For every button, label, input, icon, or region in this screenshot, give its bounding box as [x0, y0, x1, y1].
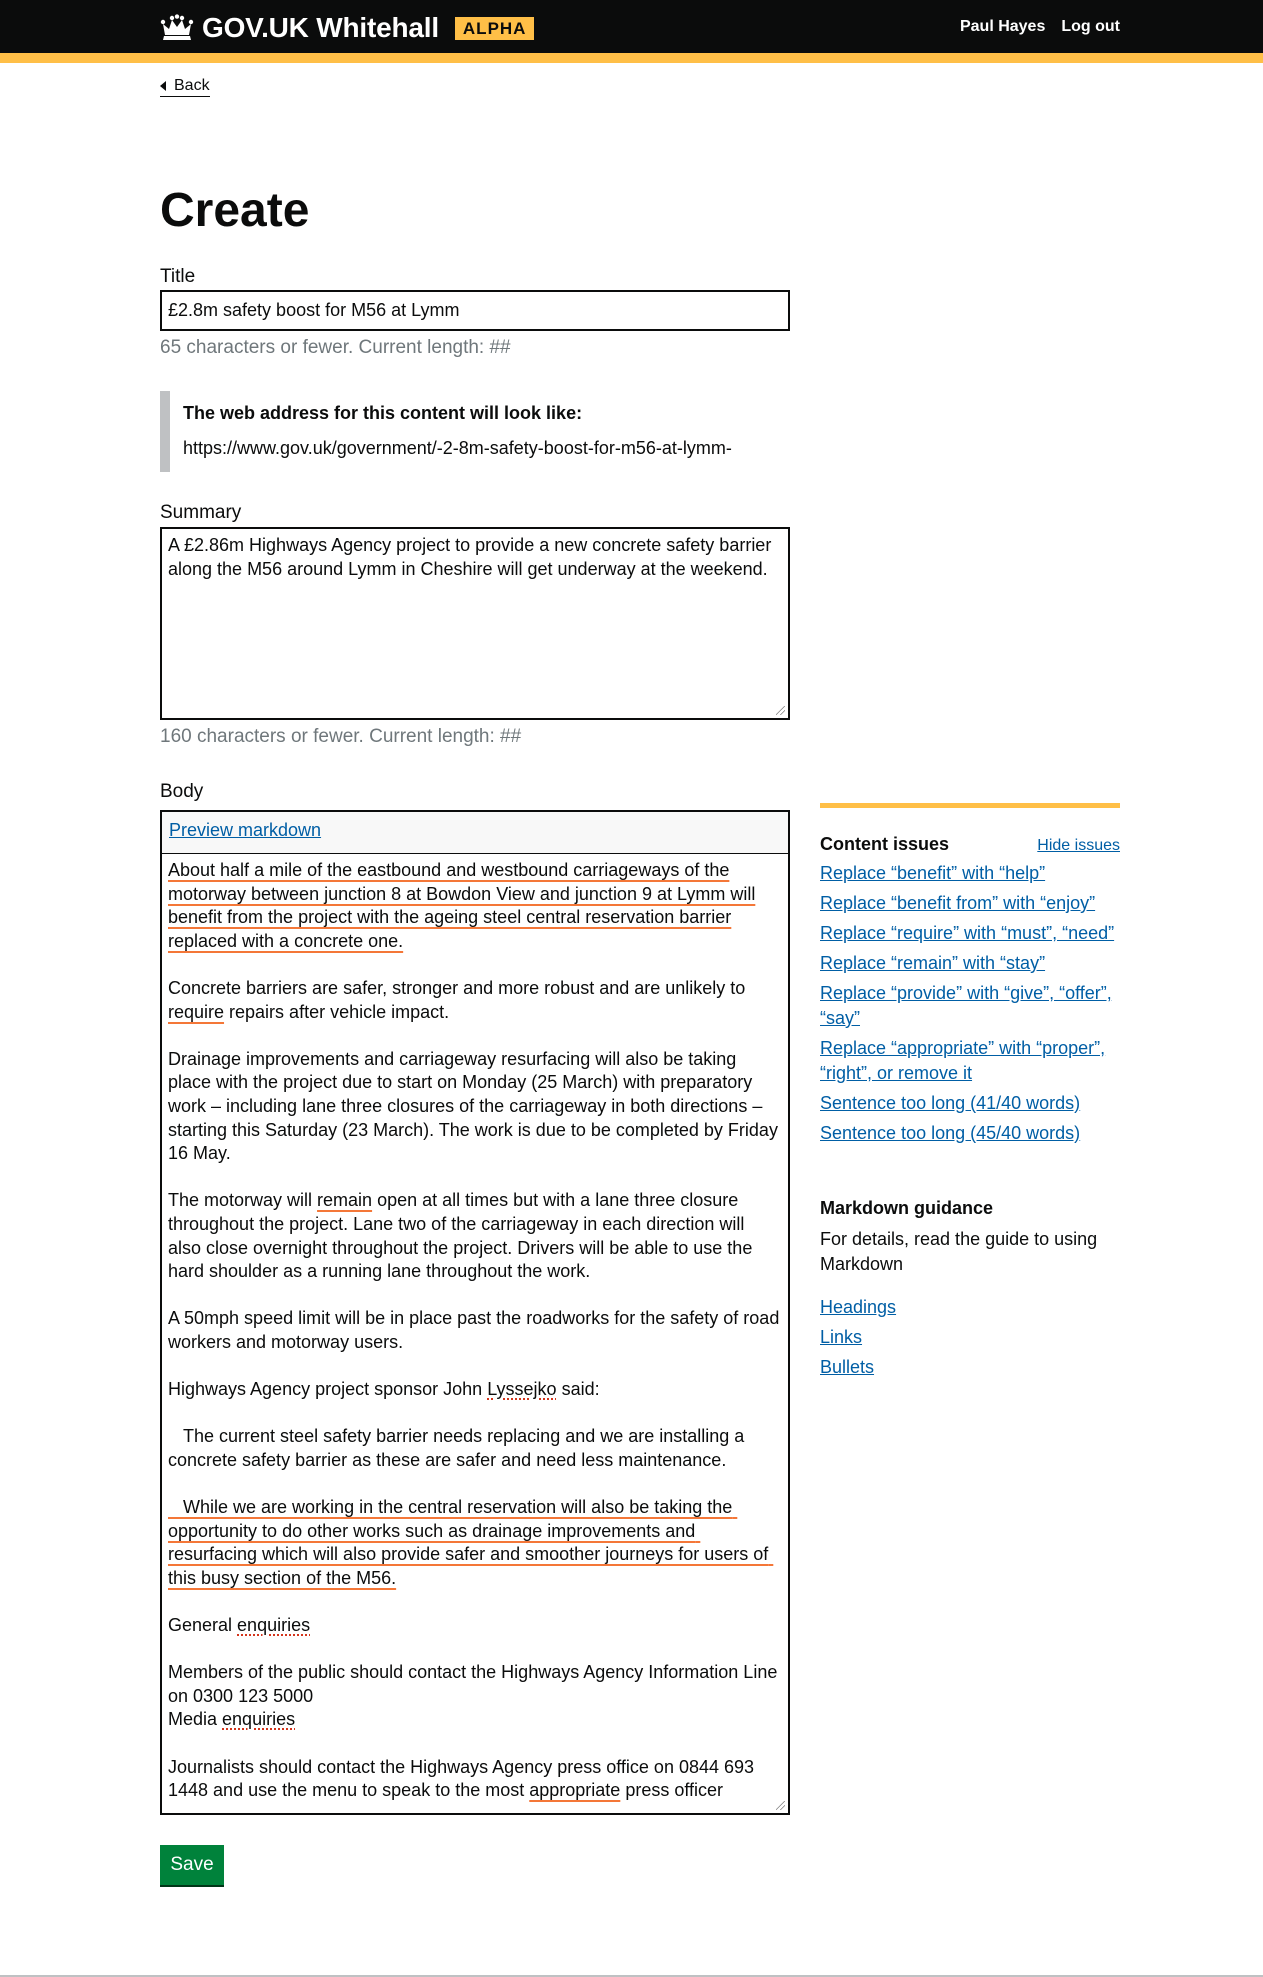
spelling-highlight[interactable]: enquiries — [237, 1615, 311, 1635]
bullets-link[interactable]: Bullets — [820, 1357, 875, 1377]
body-text-segment: said: — [556, 1379, 600, 1400]
summary-hint: 160 characters or fewer. Current length: ## — [160, 726, 522, 747]
markdown-guidance-text: For details, read the guide to using Markdown — [820, 1229, 1098, 1274]
issue-link[interactable]: Replace “remain” with “stay” — [820, 953, 1046, 973]
brand-name[interactable]: GOV.UK Whitehall — [202, 12, 439, 43]
body-text-segment: Media — [168, 1709, 223, 1730]
preview-markdown-link[interactable]: Preview markdown — [169, 820, 322, 840]
body-text-segment: Journalists should contact the Highways Agency press office on 0844 693 1448 and use the menu to speak to the most — [168, 1756, 755, 1801]
issue-highlight-sentence[interactable]: While we are working in the central reservation will also be taking the opportunity to do other works such as drainage improvements and resurfacing which will also provide safer and smoother journeys for users of this busy section of the M56. — [168, 1497, 774, 1588]
brand[interactable] — [160, 10, 534, 46]
summary-textarea[interactable] — [160, 527, 790, 720]
body-toolbar — [162, 812, 788, 854]
body-text-segment: The motorway will — [168, 1190, 318, 1211]
markdown-guidance-title: Markdown guidance — [820, 1198, 994, 1218]
hide-issues-link[interactable]: Hide issues — [1037, 837, 1120, 854]
issue-link[interactable]: Replace “benefit” with “help” — [820, 863, 1046, 883]
title-hint: 65 characters or fewer. Current length: ## — [160, 337, 511, 358]
url-preview-heading: The web address for this content will look like: — [183, 403, 583, 423]
issue-link[interactable]: Replace “provide” with “give”, “offer”, “say” — [820, 983, 1112, 1028]
user-nav — [960, 18, 1120, 36]
issue-link[interactable]: Sentence too long (45/40 words) — [820, 1123, 1081, 1143]
crown-icon — [160, 14, 194, 42]
page-title: Create — [160, 184, 310, 237]
body-text-segment: open at all times but with a lane three closure throughout the project. Lane two of the carriageway in each direction will also close overnight throughout the project. Drivers will be able to use the hard shoulder as a running lane throughout the work. — [168, 1190, 753, 1282]
spelling-highlight[interactable]: enquiries — [222, 1709, 296, 1730]
summary-label: Summary — [160, 502, 242, 523]
issue-link[interactable]: Replace “benefit from” with “enjoy” — [820, 893, 1096, 913]
issue-highlight-word[interactable]: require — [168, 1001, 225, 1022]
back-link[interactable] — [160, 77, 210, 97]
issue-link[interactable]: Replace “appropriate” with “proper”, “right”, or remove it — [820, 1038, 1106, 1083]
issue-highlight-sentence[interactable]: About half a mile of the eastbound and westbound carriageways of the motorway between junction 8 at Bowdon View and junction 9 at Lymm will benefit from the project with the ageing steel central reservation barrier replaced with a concrete one. — [168, 860, 756, 951]
save-button[interactable]: Save — [160, 1845, 224, 1885]
url-preview-panel — [160, 391, 790, 472]
sidebar-stripe — [820, 803, 1120, 808]
sidebar — [820, 803, 1120, 1385]
user-name-link[interactable]: Paul Hayes — [959, 18, 1046, 35]
back-label: Back — [174, 77, 210, 94]
issue-highlight-word[interactable]: remain — [317, 1190, 373, 1211]
body-paragraph: Members of the public should contact the Highways Agency Information Line on 0300 123 5000 — [168, 1662, 778, 1706]
spelling-highlight[interactable]: Lyssejko — [487, 1379, 557, 1400]
body-editor — [160, 810, 790, 1815]
issue-link[interactable]: Replace “require” with “must”, “need” — [820, 923, 1115, 943]
issue-highlight-word[interactable]: appropriate — [529, 1780, 621, 1801]
title-input[interactable] — [160, 290, 790, 331]
global-header — [0, 0, 1263, 53]
content-issues-header — [820, 834, 1120, 855]
body-text-segment: repairs after vehicle impact. — [224, 1001, 450, 1022]
resize-grip-icon[interactable] — [776, 706, 785, 715]
logout-link[interactable]: Log out — [1061, 18, 1120, 35]
links-link[interactable]: Links — [820, 1327, 863, 1347]
url-preview-value: https://www.gov.uk/government/-2-8m-safety-boost-for-m56-at-lymm- — [183, 438, 732, 458]
phase-tag: ALPHA — [455, 17, 535, 40]
body-paragraph: A 50mph speed limit will be in place past the roadworks for the safety of road workers and motorway users. — [168, 1308, 780, 1352]
title-label: Title — [160, 266, 196, 287]
resize-grip-icon[interactable] — [776, 1801, 785, 1810]
body-quote: The current steel safety barrier needs replacing and we are installing a concrete safety barrier as these are safer and need less maintenance. — [168, 1426, 750, 1470]
caret-left-icon — [160, 81, 166, 91]
body-paragraph: Drainage improvements and carriageway resurfacing will also be taking place with the project due to start on Monday (25 March) with preparatory work – including lane three closures of the carriageway in both directions – starting this Saturday (23 March). The work is due to be completed by Friday 16 May. — [168, 1048, 778, 1164]
issue-link[interactable]: Sentence too long (41/40 words) — [820, 1093, 1081, 1113]
header-stripe — [0, 53, 1263, 63]
body-text-segment: Concrete barriers are safer, stronger and more robust and are unlikely to — [168, 977, 746, 998]
body-text-segment: Highways Agency project sponsor John — [168, 1379, 488, 1400]
content-issues-list — [820, 861, 1120, 1146]
headings-link[interactable]: Headings — [820, 1297, 897, 1317]
body-textarea[interactable] — [162, 854, 788, 1803]
body-text-segment: General — [168, 1615, 238, 1635]
content-issues-title: Content issues — [820, 834, 950, 854]
summary-text: A £2.86m Highways Agency project to provide a new concrete safety barrier along the M56 around Lymm in Cheshire will get underway at the weekend. — [168, 535, 772, 579]
body-label: Body — [160, 781, 204, 802]
markdown-links-list — [820, 1295, 1120, 1380]
body-text-segment: press officer — [620, 1780, 724, 1801]
